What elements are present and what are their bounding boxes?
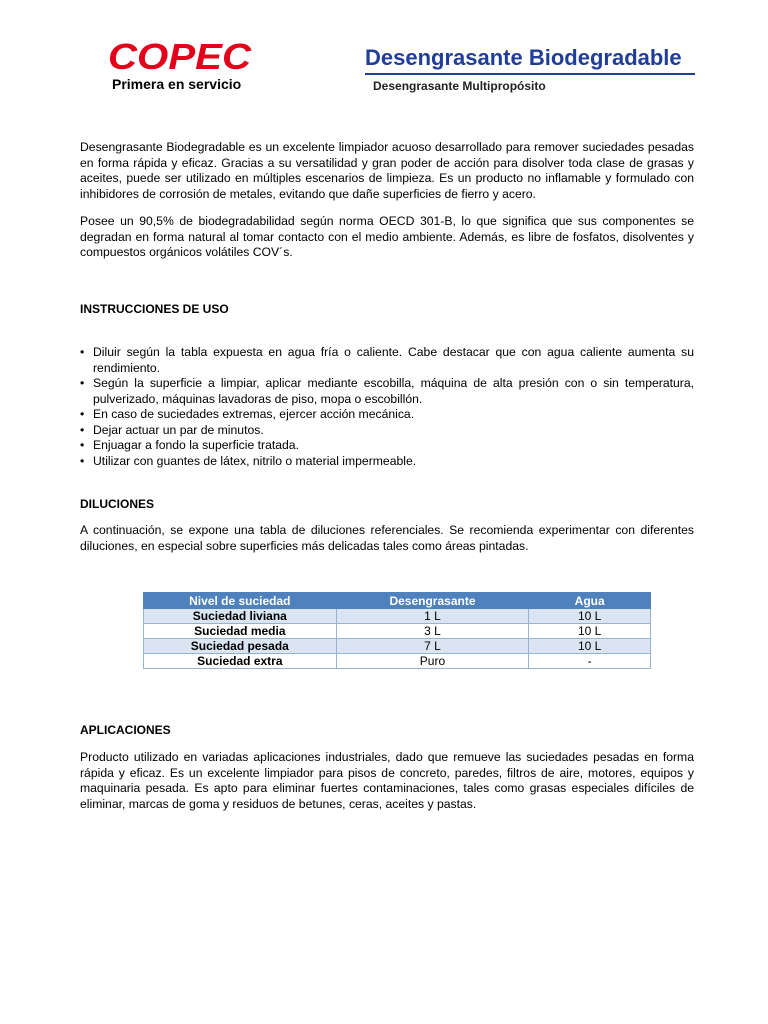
table-cell: Suciedad extra [144,654,337,669]
dilution-table [143,592,651,669]
copec-logo [108,40,258,74]
dilutions-heading: DILUCIONES [80,497,155,511]
applications-heading: APLICACIONES [80,723,171,737]
table-cell: - [529,654,651,669]
intro-paragraph-2: Posee un 90,5% de biodegradabilidad según norma OECD 301-B, lo que significa que sus componentes se degradan en forma natural al tomar contacto con el medio ambiente. Además, es libre de fosfatos, disolventes y compuestos orgánicos volátiles COV´s. [80,214,694,259]
table-row [144,654,651,669]
table-cell: Puro [336,654,529,669]
table-cell: 10 L [529,639,651,654]
list-item: • Según la superficie a limpiar, aplicar mediante escobilla, máquina de alta presión con o sin temperatura, pulverizado, máquinas lavadoras de piso, mopa o escobillón. [80,376,694,407]
applications-paragraph: Producto utilizado en variadas aplicaciones industriales, dado que remueve las suciedades pesadas en forma rápida y eficaz. Es un excelente limpiador para pisos de concreto, paredes, filtros de aire, motores, equipos y maquinaria pesada. Es apto para eliminar fuertes contaminaciones, tales como grasas especiales difíciles de eliminar, marcas de goma y residuos de betunes, ceras, aceites y pastas. [80,750,694,811]
list-item: • Enjuagar a fondo la superficie tratada. [80,438,694,454]
page-title: Desengrasante Biodegradable [365,45,682,70]
tagline: Primera en servicio [112,76,242,92]
table-cell: Suciedad liviana [144,609,337,624]
table-cell: 3 L [336,624,529,639]
table-cell: 1 L [336,609,529,624]
table-cell: 7 L [336,639,529,654]
table-cell: 10 L [529,624,651,639]
column-header: Desengrasante [336,593,529,609]
table-row [144,624,651,639]
table-row [144,639,651,654]
table-row [144,609,651,624]
column-header: Agua [529,593,651,609]
table-cell: Suciedad media [144,624,337,639]
list-item: • Diluir según la tabla expuesta en agua fría o caliente. Cabe destacar que con agua caliente aumenta su rendimiento. [80,345,694,376]
intro-paragraph-1: Desengrasante Biodegradable es un excelente limpiador acuoso desarrollado para remover suciedades pesadas en forma rápida y eficaz. Gracias a su versatilidad y gran poder de acción para disolver toda clase de grasas y aceites, puede ser utilizado en múltiples escenarios de limpieza. Es un producto no inflamable y formulado con inhibidores de corrosión de metales, evitando que dañe superficies de fierro y acero. [80,140,694,201]
table-cell: Suciedad pesada [144,639,337,654]
table-cell: 10 L [529,609,651,624]
instructions-list [80,345,694,469]
column-header: Nivel de suciedad [144,593,337,609]
table-header-row [144,593,651,609]
logo-text: COPEC [108,40,253,74]
title-divider [365,73,695,75]
page-subtitle: Desengrasante Multipropósito [373,79,546,93]
list-item: • Dejar actuar un par de minutos. [80,423,694,439]
dilutions-paragraph: A continuación, se expone una tabla de diluciones referenciales. Se recomienda experimentar con diferentes diluciones, en especial sobre superficies más delicadas tales como áreas pintadas. [80,523,694,553]
list-item: • En caso de suciedades extremas, ejercer acción mecánica. [80,407,694,423]
instructions-heading: INSTRUCCIONES DE USO [80,302,229,316]
list-item: • Utilizar con guantes de látex, nitrilo o material impermeable. [80,454,694,470]
